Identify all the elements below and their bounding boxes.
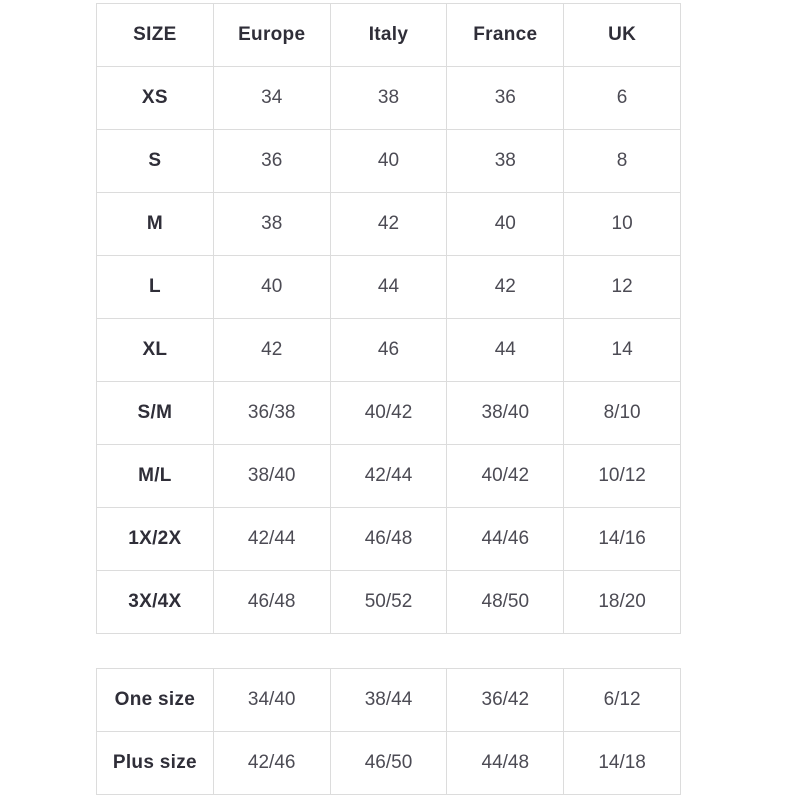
table-row-plus-size — [97, 732, 681, 795]
size-value-cell: 36 — [213, 130, 330, 193]
special-table-body — [97, 669, 681, 795]
column-header-italy: Italy — [330, 4, 447, 67]
size-value-cell: 40/42 — [330, 382, 447, 445]
size-value-cell: 40/42 — [447, 445, 564, 508]
special-sizes-table — [96, 668, 681, 795]
size-value-cell: 18/20 — [564, 571, 681, 634]
size-value-cell: 42 — [447, 256, 564, 319]
column-header-uk: UK — [564, 4, 681, 67]
size-value-cell: 34 — [213, 67, 330, 130]
size-value-cell: 42 — [213, 319, 330, 382]
size-value-cell: 36/42 — [447, 669, 564, 732]
size-value-cell: 50/52 — [330, 571, 447, 634]
size-label-cell: Plus size — [97, 732, 214, 795]
table-row-xl — [97, 319, 681, 382]
size-value-cell: 8 — [564, 130, 681, 193]
size-label-cell: XL — [97, 319, 214, 382]
tables-container — [96, 3, 681, 795]
size-value-cell: 46/48 — [330, 508, 447, 571]
table-row-1x-2x — [97, 508, 681, 571]
size-value-cell: 46 — [330, 319, 447, 382]
size-value-cell: 44 — [447, 319, 564, 382]
column-header-france: France — [447, 4, 564, 67]
size-value-cell: 42 — [330, 193, 447, 256]
table-row-m — [97, 193, 681, 256]
size-value-cell: 48/50 — [447, 571, 564, 634]
table-row-l — [97, 256, 681, 319]
size-value-cell: 42/44 — [330, 445, 447, 508]
size-label-cell: 3X/4X — [97, 571, 214, 634]
size-value-cell: 38/40 — [447, 382, 564, 445]
size-value-cell: 34/40 — [213, 669, 330, 732]
size-value-cell: 36/38 — [213, 382, 330, 445]
table-row-s-m — [97, 382, 681, 445]
size-value-cell: 38/44 — [330, 669, 447, 732]
table-row-s — [97, 130, 681, 193]
size-value-cell: 38 — [447, 130, 564, 193]
size-value-cell: 14 — [564, 319, 681, 382]
size-label-cell: XS — [97, 67, 214, 130]
size-value-cell: 40 — [213, 256, 330, 319]
size-label-cell: M — [97, 193, 214, 256]
column-header-size: SIZE — [97, 4, 214, 67]
size-value-cell: 10/12 — [564, 445, 681, 508]
size-value-cell: 40 — [447, 193, 564, 256]
size-value-cell: 6/12 — [564, 669, 681, 732]
size-value-cell: 8/10 — [564, 382, 681, 445]
size-value-cell: 38/40 — [213, 445, 330, 508]
size-label-cell: M/L — [97, 445, 214, 508]
size-value-cell: 40 — [330, 130, 447, 193]
size-value-cell: 44/48 — [447, 732, 564, 795]
size-value-cell: 36 — [447, 67, 564, 130]
size-value-cell: 42/46 — [213, 732, 330, 795]
column-header-europe: Europe — [213, 4, 330, 67]
size-label-cell: S/M — [97, 382, 214, 445]
header-row — [97, 4, 681, 67]
size-value-cell: 10 — [564, 193, 681, 256]
size-value-cell: 44/46 — [447, 508, 564, 571]
size-value-cell: 42/44 — [213, 508, 330, 571]
size-value-cell: 44 — [330, 256, 447, 319]
size-table-body — [97, 67, 681, 634]
size-label-cell: L — [97, 256, 214, 319]
size-value-cell: 12 — [564, 256, 681, 319]
size-value-cell: 46/48 — [213, 571, 330, 634]
table-row-xs — [97, 67, 681, 130]
table-row-one-size — [97, 669, 681, 732]
size-value-cell: 14/16 — [564, 508, 681, 571]
size-label-cell: 1X/2X — [97, 508, 214, 571]
size-value-cell: 38 — [330, 67, 447, 130]
size-conversion-table — [96, 3, 681, 634]
size-value-cell: 14/18 — [564, 732, 681, 795]
size-label-cell: S — [97, 130, 214, 193]
table-row-3x-4x — [97, 571, 681, 634]
size-table-header — [97, 4, 681, 67]
size-label-cell: One size — [97, 669, 214, 732]
size-value-cell: 46/50 — [330, 732, 447, 795]
size-value-cell: 38 — [213, 193, 330, 256]
table-row-m-l — [97, 445, 681, 508]
size-value-cell: 6 — [564, 67, 681, 130]
